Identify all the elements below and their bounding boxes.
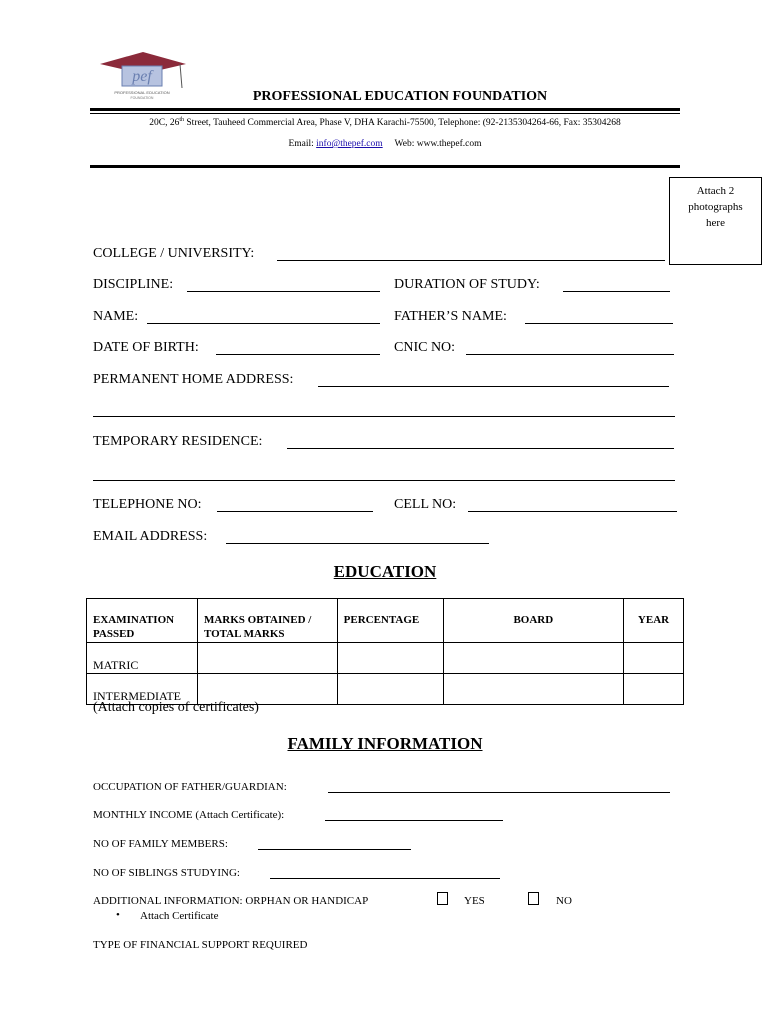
photo-box[interactable]: Attach 2 photographs here [669, 177, 762, 265]
income-label: MONTHLY INCOME (Attach Certificate): [93, 809, 285, 821]
row-label-matric: MATRIC [87, 643, 198, 674]
duration-label: DURATION OF STUDY: [394, 277, 540, 292]
telephone-label: TELEPHONE NO: [93, 497, 202, 512]
siblings-input[interactable] [270, 878, 500, 879]
email-link[interactable]: info@thepef.com [316, 139, 383, 149]
telephone-input[interactable] [217, 511, 373, 512]
dob-input[interactable] [216, 354, 380, 355]
svg-text:FOUNDATION: FOUNDATION [130, 96, 154, 100]
section-divider [90, 165, 680, 168]
occupation-label: OCCUPATION OF FATHER/GUARDIAN: [93, 781, 287, 793]
col-percentage: PERCENTAGE [337, 599, 443, 643]
cnic-input[interactable] [466, 354, 674, 355]
table-cell[interactable] [624, 674, 684, 705]
email-label: EMAIL ADDRESS: [93, 529, 208, 544]
discipline-input[interactable] [187, 291, 380, 292]
college-label: COLLEGE / UNIVERSITY: [93, 246, 255, 261]
header-divider-thin [90, 113, 680, 114]
financial-support-label: TYPE OF FINANCIAL SUPPORT REQUIRED [93, 939, 308, 951]
duration-input[interactable] [563, 291, 670, 292]
org-title: PROFESSIONAL EDUCATION FOUNDATION [252, 89, 548, 104]
website-text: Web: www.thepef.com [394, 139, 482, 149]
permanent-address-input[interactable] [318, 386, 669, 387]
college-input[interactable] [277, 260, 665, 261]
table-cell[interactable] [337, 643, 443, 674]
father-name-label: FATHER’S NAME: [394, 309, 507, 324]
table-cell[interactable] [443, 674, 623, 705]
col-marks: MARKS OBTAINED / TOTAL MARKS [197, 599, 337, 643]
family-members-label: NO OF FAMILY MEMBERS: [93, 838, 228, 850]
header-divider-thick [90, 108, 680, 111]
name-label: NAME: [93, 309, 139, 324]
dob-label: DATE OF BIRTH: [93, 340, 199, 355]
name-input[interactable] [147, 323, 380, 324]
certificate-note: (Attach copies of certificates) [93, 700, 259, 715]
col-board: BOARD [443, 599, 623, 643]
bullet-icon: • [116, 909, 120, 921]
temporary-residence-input[interactable] [287, 448, 674, 449]
row-label-intermediate: INTERMEDIATE [87, 674, 198, 705]
additional-info-label: ADDITIONAL INFORMATION: ORPHAN OR HANDICAP [93, 895, 369, 907]
org-contact: Email: info@thepef.com Web: www.thepef.com [288, 139, 482, 149]
no-checkbox[interactable] [528, 892, 539, 905]
yes-checkbox[interactable] [437, 892, 448, 905]
cnic-label: CNIC NO: [394, 340, 456, 355]
temporary-residence-input-line2[interactable] [93, 480, 675, 481]
cell-input[interactable] [468, 511, 677, 512]
permanent-address-input-line2[interactable] [93, 416, 675, 417]
siblings-label: NO OF SIBLINGS STUDYING: [93, 867, 240, 879]
org-address: 20C, 26th Street, Tauheed Commercial Area, Phase V, DHA Karachi-75500, Telephone: (92-2135304264-66, Fax: 35304268 [149, 117, 621, 129]
permanent-address-label: PERMANENT HOME ADDRESS: [93, 372, 294, 387]
family-members-input[interactable] [258, 849, 411, 850]
education-title: EDUCATION [333, 562, 437, 581]
svg-text:pef: pef [132, 68, 152, 85]
cell-label: CELL NO: [394, 497, 457, 512]
col-year: YEAR [624, 599, 684, 643]
col-examination: EXAMINATION PASSED [87, 599, 198, 643]
table-cell[interactable] [624, 643, 684, 674]
email-input[interactable] [226, 543, 489, 544]
yes-label: YES [464, 895, 485, 907]
table-cell[interactable] [197, 643, 337, 674]
income-input[interactable] [325, 820, 503, 821]
temporary-residence-label: TEMPORARY RESIDENCE: [93, 434, 263, 449]
education-table [86, 598, 684, 705]
family-title: FAMILY INFORMATION [287, 734, 483, 753]
table-header-row [87, 599, 684, 643]
father-name-input[interactable] [525, 323, 673, 324]
attach-certificate-note: Attach Certificate [140, 910, 219, 922]
table-row [87, 643, 684, 674]
table-cell[interactable] [443, 643, 623, 674]
no-label: NO [556, 895, 572, 907]
svg-text:PROFESSIONAL EDUCATION: PROFESSIONAL EDUCATION [114, 90, 170, 95]
discipline-label: DISCIPLINE: [93, 277, 174, 292]
occupation-input[interactable] [328, 792, 670, 793]
table-cell[interactable] [337, 674, 443, 705]
